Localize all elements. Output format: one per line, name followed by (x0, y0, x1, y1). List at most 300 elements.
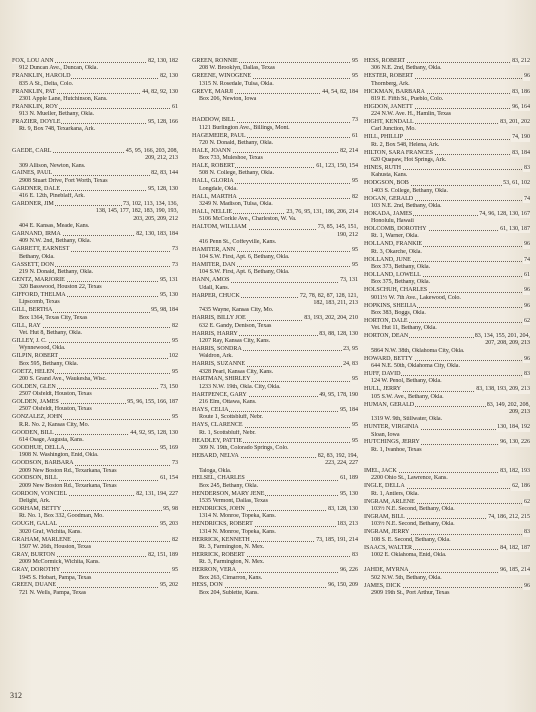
directory-entry (364, 257, 530, 272)
entry-heading (364, 73, 530, 80)
entry-name: HALL, NELLIE (192, 208, 233, 215)
entry-address: Route 1, Scottsbluff, Nebr. (199, 414, 263, 421)
directory-entry (364, 241, 530, 256)
entry-name: GOLDEN, GLEN (12, 383, 56, 390)
entry-heading (364, 165, 530, 172)
entry-address: 124 W. Penol, Bethany, Okla. (371, 378, 442, 385)
entry-heading (12, 338, 178, 345)
entry-name: GENTZ, MARJORIE (12, 276, 65, 283)
entry-address: R.R. No. 2, Kansas City, Mo. (19, 421, 90, 428)
entry-heading (192, 567, 358, 574)
entry-heading (192, 361, 358, 368)
entry-pages: 83, 149, 202, 208, (486, 401, 530, 408)
entry-pages: 96, 164 (512, 103, 530, 110)
entry-name: HOLLAND, JUNE (364, 256, 411, 263)
entry-pages: 62 (524, 498, 530, 505)
entry-heading (12, 307, 178, 314)
entry-address: 320 Basswood, Houston 22, Texas (19, 284, 102, 291)
directory-entry (192, 407, 358, 422)
directory-entry (192, 346, 358, 361)
entry-name: INGLE, DELLA (364, 483, 405, 490)
entry-address: 103½ N.E. Second, Bethany, Okla. (371, 521, 455, 528)
entry-pages: 82, 130 (160, 73, 178, 80)
entry-address: Rt. 2, Box 548, Helena, Ark. (371, 141, 440, 148)
entry-pages-continued: 138, 145, 177, 182, 183, 190, 193, (95, 208, 178, 215)
entry-address: 1945 S. Hobart, Pampa, Texas (19, 574, 92, 581)
directory-entry (12, 246, 178, 261)
entry-pages: 73, 150 (160, 383, 178, 390)
entry-pages: 96 (524, 73, 530, 80)
entry-address: Longdale, Okla. (199, 185, 238, 192)
entry-address: 103 N.E. 2nd, Bethany, Okla. (371, 202, 442, 209)
entry-pages: 61, 123, 150, 154 (316, 163, 358, 170)
entry-pages: 82, 214 (340, 147, 358, 154)
entry-address: 9011½ W. 7th Ave., Lakewood, Colo. (371, 294, 461, 301)
entry-name: GORDON, VONCIEL (12, 490, 67, 497)
entry-address: Waldron, Ark. (199, 353, 233, 360)
entry-address: Box 733, Muleshoe, Texas (199, 155, 263, 162)
directory-entry (364, 529, 530, 544)
entry-address: 819 E. Fifth St., Pueblo, Colo. (371, 95, 444, 102)
entry-name: FRAZIER, DOYLE (12, 119, 61, 126)
entry-pages: 73 (172, 246, 178, 253)
entry-heading (192, 521, 358, 528)
directory-entry (192, 315, 358, 330)
entry-heading (12, 186, 178, 193)
directory-entry (12, 119, 178, 134)
entry-heading (12, 445, 178, 452)
entry-address: 2009 New Boston Rd., Texarkana, Texas (19, 467, 117, 474)
entry-name: HUMAN, GERALD (364, 401, 415, 408)
entry-heading (12, 491, 178, 498)
entry-name: GILLEY, J. C. (12, 337, 47, 344)
directory-entry (364, 424, 530, 439)
entry-address: 416 Penn St., Coffeyville, Kans. (199, 238, 277, 245)
entry-name: GRAY, DOROTHY (12, 567, 61, 574)
entry-name: ISAACS, WALTER (364, 544, 413, 551)
entry-pages: 74 (524, 195, 530, 202)
entry-name: INGRAM, BILL (364, 513, 405, 520)
entry-address: 720 N. Donald, Bethany, Okla. (199, 139, 273, 146)
entry-name: GAINES, PAUL (12, 170, 53, 177)
entry-pages: 72, 78, 82, 87, 128, 121, (299, 292, 358, 299)
directory-entry (364, 165, 530, 180)
entry-heading (192, 392, 358, 399)
entry-name: HAMITER, DAN (192, 262, 236, 269)
directory-entry (192, 148, 358, 163)
directory-entry (12, 148, 178, 170)
entry-pages: 73, 85, 145, 151, (317, 224, 358, 231)
entry-heading (364, 468, 530, 475)
entry-heading (12, 148, 178, 155)
entry-address: 721 N. Wells, Pampa, Texas (19, 589, 87, 596)
entry-address: Box 263, Cimarron, Kans. (199, 574, 263, 581)
entry-pages: 96 (524, 302, 530, 309)
directory-entry (192, 567, 358, 582)
entry-heading (192, 262, 358, 269)
entry-name: HUNTER, VIRGINIA (364, 424, 419, 431)
entry-pages: 83, 201, 202 (500, 119, 530, 126)
entry-heading (192, 552, 358, 559)
entry-name: HAYS, CLARENCE (192, 422, 243, 429)
entry-name: HORTON, DEAN (364, 333, 409, 340)
entry-pages: 96, 130, 226 (500, 439, 530, 446)
directory-entry (12, 399, 178, 414)
entry-name: HENDRICKS, ROBERT (192, 521, 253, 528)
entry-heading (12, 323, 178, 330)
entry-address: Box 206, Newton, Iowa (199, 95, 257, 102)
entry-name: HOLLAND, FRANKIE (364, 241, 423, 248)
entry-heading (12, 58, 178, 65)
entry-pages: 82, 83, 144 (151, 170, 178, 177)
entry-address: 208 W. Brooklyn, Dallas, Texas (199, 65, 275, 72)
directory-entry (192, 537, 358, 552)
entry-address: 309 Allison, Newton, Kans. (19, 162, 86, 169)
entry-heading (192, 209, 358, 216)
entry-pages: 95, 128, 166 (148, 119, 178, 126)
entry-pages: 95, 130 (340, 490, 358, 497)
directory-entry (192, 117, 358, 132)
entry-address: 2301 Apple Lane, Hutchinson, Kans. (19, 95, 108, 102)
entry-pages: 74, 96, 128, 130, 167 (479, 210, 530, 217)
entry-address: 216 Elm, Ottawa, Kans. (199, 399, 257, 406)
entry-heading (364, 386, 530, 393)
directory-entry (192, 133, 358, 148)
directory-entry (364, 333, 530, 355)
entry-heading (192, 293, 358, 300)
entry-address: Thornberg, Ark. (371, 80, 410, 87)
entry-pages: 73, 131 (340, 277, 358, 284)
entry-heading (364, 150, 530, 157)
directory-entry (364, 318, 530, 333)
entry-heading (192, 407, 358, 414)
entry-pages: 83, 88, 128, 130 (319, 330, 358, 337)
entry-address: 508 N. College, Bethany, Okla. (199, 170, 274, 177)
entry-heading (12, 201, 178, 208)
entry-pages: 130, 184, 192 (497, 424, 530, 431)
directory-entry (364, 150, 530, 165)
entry-pages: 95 (172, 567, 178, 574)
entry-name: HINES, RUTH (364, 164, 402, 171)
entry-pages: 82, 131, 194, 227 (136, 490, 178, 497)
entry-pages: 73 (172, 460, 178, 467)
directory-entry (192, 89, 358, 104)
entry-pages: 83, 212 (512, 58, 530, 64)
page-number: 312 (10, 691, 22, 700)
entry-address: 1535 Vermont, Dallas, Texas (199, 498, 268, 505)
directory-entry (12, 475, 178, 490)
directory-entry (364, 58, 530, 73)
entry-name: HORTON, DALE (364, 317, 408, 324)
entry-heading (364, 119, 530, 126)
entry-pages: 95 (352, 376, 358, 383)
entry-heading (12, 582, 178, 589)
entry-name: HALL, MARTHA (192, 193, 237, 200)
entry-name: GILL, RAY (12, 322, 41, 329)
entry-heading (12, 567, 178, 574)
entry-heading (364, 104, 530, 111)
entry-name: HELSEL, CHARLES (192, 475, 245, 482)
directory-entry (12, 506, 178, 521)
directory-entry (192, 194, 358, 209)
entry-heading (192, 133, 358, 140)
entry-address: Box 595, Bethany, Okla. (19, 360, 79, 367)
entry-heading (12, 353, 178, 360)
directory-entry (192, 178, 358, 193)
entry-address: Rt. 9, Box 748, Texarkana, Ark. (19, 126, 96, 133)
entry-name: GOUGH, GALAL (12, 521, 58, 528)
entry-heading (364, 483, 530, 490)
entry-pages: 96 (524, 355, 530, 362)
entry-pages: 61, 189 (340, 475, 358, 482)
entry-address: Bethany, Okla. (19, 253, 55, 260)
entry-name: HARPER, CHUCK (192, 292, 240, 299)
entry-name: GOODSON, BARBARA (12, 460, 74, 467)
entry-heading (192, 331, 358, 338)
entry-pages: 95 (352, 437, 358, 444)
entry-pages: 82 (172, 536, 178, 543)
entry-pages: 95 (352, 178, 358, 185)
entry-heading (12, 292, 178, 299)
entry-name: INGRAM, JERRY (364, 529, 410, 536)
entry-name: HODGSON, BOB (364, 180, 409, 187)
entry-address: 5864 N.W. 38th, Oklahoma City, Okla. (371, 347, 465, 354)
entry-pages-continued: 182, 183, 211, 213 (313, 300, 358, 307)
entry-address: Rt. 1, Ivanhoe, Texas (371, 446, 422, 453)
entry-pages: 83, 182, 193 (500, 468, 530, 475)
entry-name: HAYS, CELIA (192, 407, 229, 413)
entry-address: 103½ N.E. Second, Bethany, Okla. (371, 506, 455, 513)
entry-heading (12, 430, 178, 437)
entry-heading (12, 384, 178, 391)
entry-address: 404 E. Kansas, Meade, Kans. (19, 223, 90, 230)
entry-name: HILL, PHILLIP (364, 134, 403, 141)
entry-name: HICKMAN, BARBARA (364, 88, 425, 95)
entry-name: GILL, BERTHA (12, 307, 53, 314)
entry-name: GREENE, WINOGENE (192, 73, 251, 80)
directory-entry (364, 583, 530, 598)
entry-pages: 95 (352, 246, 358, 253)
entry-heading (192, 315, 358, 322)
directory-entry (364, 402, 530, 424)
entry-name: HIGHT, KENDALL (364, 119, 414, 126)
entry-pages: 61 (524, 271, 530, 278)
directory-entry (12, 104, 178, 119)
entry-address: Box 204, Sublette, Kans. (199, 589, 259, 596)
entry-heading (192, 178, 358, 185)
entry-address: Box 245, Bethany, Okla. (199, 482, 259, 489)
entry-pages: 95 (352, 73, 358, 80)
directory-entry (192, 361, 358, 376)
directory-column-3 (364, 58, 530, 598)
entry-heading (192, 475, 358, 482)
directory-entry (192, 247, 358, 262)
entry-heading (192, 376, 358, 383)
entry-address: Rt. 1, Antlers, Okla. (371, 490, 419, 497)
entry-heading (12, 414, 178, 421)
entry-name: HAMITER, ANN (192, 246, 236, 253)
directory-entry (192, 331, 358, 346)
entry-heading (192, 73, 358, 80)
entry-address: Box 383, Boggs, Okla. (371, 309, 426, 316)
entry-heading (364, 134, 530, 141)
entry-heading (364, 196, 530, 203)
entry-address: 2507 Olsfeldt, Houston, Texas (19, 391, 92, 398)
entry-name: FRANKLIN, ROY (12, 103, 59, 110)
entry-name: GASSETT, DON (12, 261, 54, 268)
directory-entry (364, 73, 530, 88)
directory-entry (364, 119, 530, 134)
entry-heading (192, 346, 358, 353)
entry-address: 108 S. E. Second, Bethany, Okla. (371, 536, 451, 543)
entry-pages: 49, 95, 178, 190 (319, 391, 358, 398)
entry-address: 913 N. Mueller, Bethany, Okla. (19, 111, 95, 118)
entry-name: GORHAM, BETTY (12, 506, 62, 513)
entry-address: 620 Quapaw, Hot Springs, Ark. (371, 157, 447, 164)
entry-heading (12, 119, 178, 126)
entry-address: Rt. 3, Farmington, N. Mex. (199, 559, 265, 566)
entry-address: 2908 Stuart Drive, Fort Worth, Texas (19, 177, 108, 184)
entry-pages: 95, 169 (160, 444, 178, 451)
directory-entry (364, 499, 530, 514)
entry-name: GRAHAM, MARLENE (12, 536, 71, 543)
entry-heading (12, 170, 178, 177)
entry-name: JAMES, DICK (364, 582, 401, 589)
directory-entry (12, 186, 178, 201)
directory-entry (364, 272, 530, 287)
entry-heading (12, 104, 178, 111)
entry-name: HOLCOMB, DOROTHY (364, 226, 427, 233)
entry-address: 2200 Ohio St., Lawrence, Kans. (371, 475, 448, 482)
entry-heading (192, 438, 358, 445)
entry-heading (12, 552, 178, 559)
entry-pages: 95, 203 (160, 521, 178, 528)
entry-name: HARRIS, SUZANNE (192, 361, 246, 368)
entry-address: 105 S.W. Ave., Bethany, Okla. (371, 393, 444, 400)
entry-name: HESS, DON (192, 582, 223, 589)
entry-address: Lipscomb, Texas (19, 299, 60, 306)
entry-heading (192, 58, 358, 65)
entry-name: GOLDEN, JAMES (12, 399, 59, 406)
entry-name: HALE, JOANN (192, 147, 231, 154)
directory-entry (192, 422, 358, 437)
directory-entry (192, 438, 358, 453)
directory-entry (12, 262, 178, 277)
entry-address: 309 N. 19th, Colorado Springs, Colo. (199, 444, 289, 451)
entry-address: Kahusta, Kans. (371, 172, 408, 179)
entry-pages: 96, 150, 209 (328, 582, 358, 589)
entry-pages: 95 (352, 422, 358, 429)
entry-address: Rt. No. 1, Box 332, Goodman, Mo. (19, 513, 104, 520)
entry-pages: 74, 190 (512, 134, 530, 141)
entry-pages: 82, 151, 189 (148, 551, 178, 558)
entry-name: HEBARD, NELVA (192, 452, 239, 459)
entry-pages: 95, 130 (160, 292, 178, 299)
entry-pages: 96, 185, 214 (500, 567, 530, 574)
entry-heading (12, 89, 178, 96)
entry-name: GREEN, DUANE (12, 582, 57, 589)
entry-address: 644 N.E. 50th, Oklahoma City, Okla. (371, 363, 460, 370)
entry-name: HILTON, SARA FRANCES (364, 149, 433, 156)
directory-entry (192, 293, 358, 315)
entry-name: HEADLEY, PATTIE (192, 437, 243, 444)
directory-entry (364, 134, 530, 149)
directory-entry (192, 491, 358, 506)
entry-heading (12, 73, 178, 80)
entry-pages: 96 (524, 287, 530, 294)
entry-address: Udall, Kans. (199, 284, 230, 291)
entry-heading (12, 506, 178, 513)
entry-pages: 61, 154 (160, 475, 178, 482)
directory-entry (12, 460, 178, 475)
directory-entry (12, 73, 178, 88)
entry-pages: 102 (169, 353, 178, 360)
entry-pages: 82, 83, 192, 194, (317, 452, 358, 459)
entry-name: GARRETT, EARNEST (12, 246, 70, 253)
directory-entry (12, 491, 178, 506)
directory-entry (364, 180, 530, 195)
entry-name: GONZALEZ, JOHN (12, 414, 63, 421)
entry-heading (192, 582, 358, 589)
entry-heading (364, 257, 530, 264)
entry-name: GOETZ, HELEN (12, 368, 55, 375)
entry-pages: 44, 92, 95, 128, 130 (130, 429, 178, 436)
entry-heading (364, 439, 530, 446)
entry-heading (364, 318, 530, 325)
entry-heading (192, 247, 358, 254)
entry-heading (364, 529, 530, 536)
directory-entry (364, 468, 530, 483)
entry-address: 1319 W. 9th, Stillwater, Okla. (371, 416, 443, 423)
entry-pages: 95 (352, 58, 358, 64)
entry-address: 5106 McCorkle Ave., Charleston, W. Va. (199, 216, 297, 223)
entry-pages: 95, 202 (160, 582, 178, 589)
entry-address: Rt. 3, Okarche, Okla. (371, 248, 422, 255)
directory-column-2 (192, 58, 358, 598)
directory-entry (364, 483, 530, 498)
entry-pages: 74, 186, 212, 215 (488, 513, 530, 520)
entry-name: HOLLAND, LOWELL (364, 271, 421, 278)
entry-pages: 83 (524, 370, 530, 377)
entry-pages: 96 (524, 241, 530, 248)
entry-pages: 61 (352, 132, 358, 139)
entry-name: FOX, LOU ANN (12, 58, 54, 64)
directory-entry (364, 211, 530, 226)
entry-name: HARRIS, BILLY JOE (192, 315, 246, 322)
entry-address: 4328 Pearl, Kansas City, Kans. (199, 368, 274, 375)
entry-name: GREVE, MARJI (192, 88, 234, 95)
entry-heading (192, 422, 358, 429)
entry-heading (12, 521, 178, 528)
entry-address: 1908 N. Washington, Enid, Okla. (19, 452, 99, 459)
directory-entry (364, 303, 530, 318)
entry-pages: 84, 182, 187 (500, 544, 530, 551)
entry-pages-continued: 209, 212, 213 (145, 155, 178, 162)
entry-pages: 95, 131 (160, 276, 178, 283)
directory-entry (364, 567, 530, 582)
entry-name: HALTOM, WILLIAM (192, 224, 247, 231)
directory-entry (192, 475, 358, 490)
entry-name: HOKADA, JAMES (364, 210, 413, 217)
directory-entry (192, 262, 358, 277)
directory-entry (192, 277, 358, 292)
entry-address: Taloga, Okla. (199, 467, 232, 474)
entry-address: 912 Duncan Ave., Duncan, Okla. (19, 65, 98, 72)
entry-address: 632 E. Gandy, Denison, Texas (199, 322, 272, 329)
entry-name: GOODSON, BILL (12, 475, 58, 482)
entry-address: Vet. Hut 8, Bethany, Okla. (19, 330, 82, 336)
entry-name: HERRICK, ROBERT (192, 551, 245, 558)
